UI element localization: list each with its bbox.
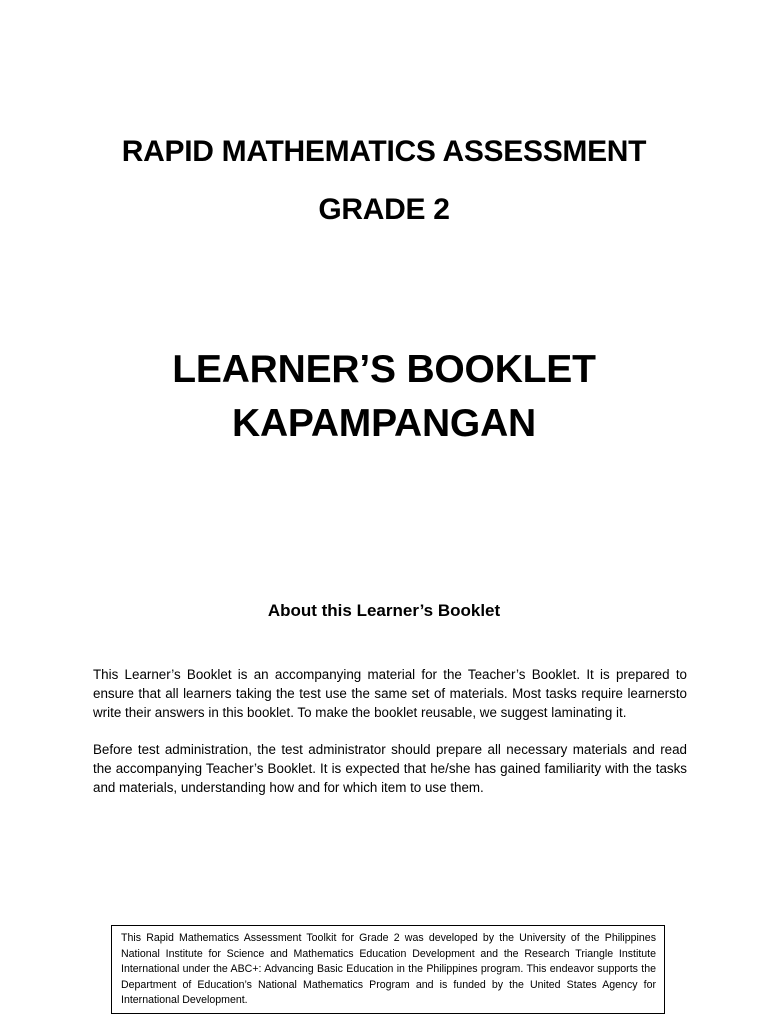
grade-title: GRADE 2	[318, 193, 450, 226]
about-paragraph-2: Before test administration, the test administrator should prepare all necessary materials and read the accompanying Teacher’s Booklet. It is expected that he/she has gained familiarity with the tasks and materials, understanding how and for which item to use them.	[93, 742, 687, 795]
booklet-title: LEARNER’S BOOKLET	[172, 348, 596, 391]
assessment-title: RAPID MATHEMATICS ASSESSMENT	[121, 135, 647, 168]
about-paragraph-1: This Learner’s Booklet is an accompanying material for the Teacher’s Booklet. It is prepared to ensure that all learners taking the test use the same set of materials. Most tasks require learnersto write their answers in this booklet. To make the booklet reusable, we suggest laminating it.	[93, 667, 687, 720]
language-title: KAPAMPANGAN	[231, 402, 536, 445]
credit-text: This Rapid Mathematics Assessment Toolkit for Grade 2 was developed by the University of the Philippines National Institute for Science and Mathematics Education Development and the Research Triangle Institute International under the ABC+: Advancing Basic Education in the Philippines program. This endeavor supports the Department of Education’s National Mathematics Program and is funded by the United States Agency for International Development.	[121, 932, 656, 1007]
credit-box	[111, 925, 665, 1014]
about-heading: About this Learner’s Booklet	[267, 601, 501, 620]
